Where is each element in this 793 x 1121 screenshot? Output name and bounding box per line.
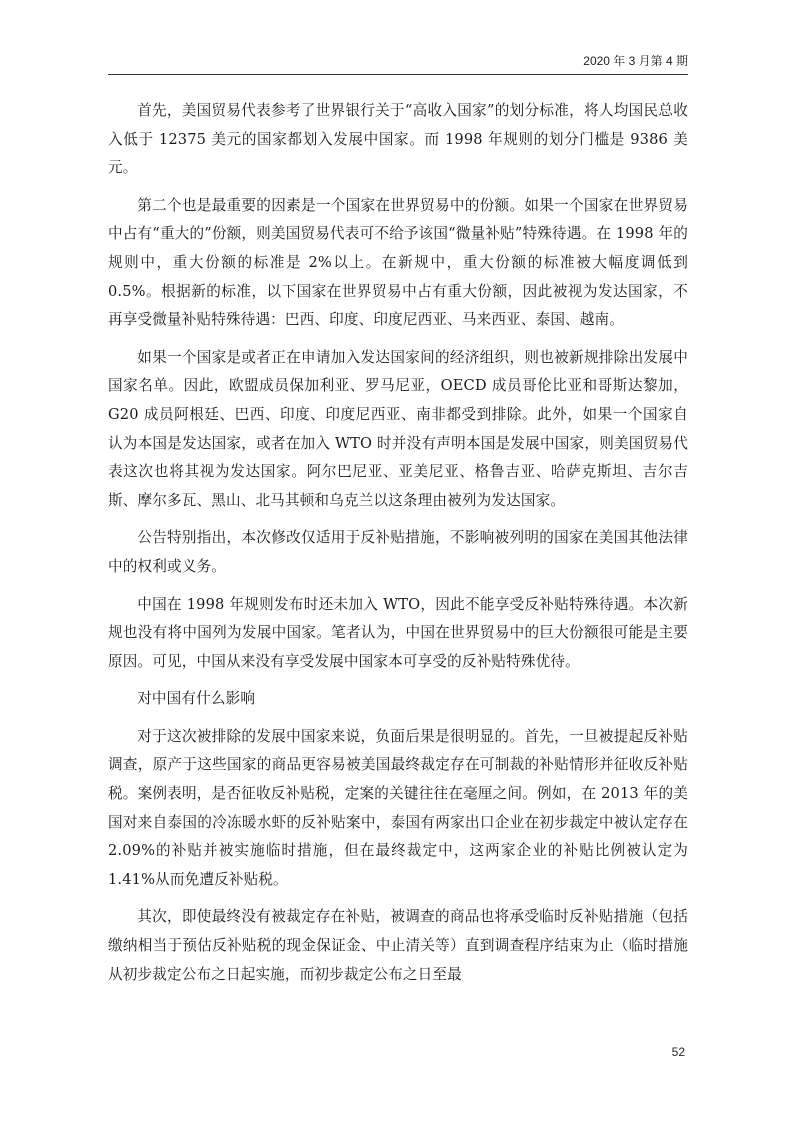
paragraph-scope: 公告特别指出，本次修改仅适用于反补贴措施，不影响被列明的国家在美国其他法律中的权利或义务。 bbox=[108, 529, 688, 575]
paragraph-threshold: 首先，美国贸易代表参考了世界银行关于“高收入国家”的划分标准，将人均国民总收入低于 12375 美元的国家都划入发展中国家。而 1998 年规则的划分门槛是 9386 美元。 bbox=[108, 102, 688, 177]
paragraph-impact: 对于这次被排除的发展中国家来说，负面后果是很明显的。首先，一旦被提起反补贴调查，原产于这些国家的商品更容易被美国最终裁定存在可制裁的补贴情形并征收反补贴税。案例表明，是否征收反补贴税，定案的关键往往在毫厘之间。例如，在 2013 年的美国对来自泰国的冷冻暖水虾的反补贴案中，泰国有两家出口企业在初步裁定中被认定存在 2.09%的补贴并被实施临时措施，但在最终裁定中，这两家企业的补贴比例被认定为 1.41%从而免遭反补贴税。 bbox=[108, 727, 688, 888]
paragraph-provisional-measures: 其次，即使最终没有被裁定存在补贴，被调查的商品也将承受临时反补贴措施（包括缴纳相当于预估反补贴税的现金保证金、中止清关等）直到调查程序结束为止（临时措施从初步裁定公布之日起实施，而初步裁定公布之日至最 bbox=[108, 908, 688, 983]
section-heading: 对中国有什么影响 bbox=[137, 690, 256, 708]
paragraph-trade-share: 第二个也是最重要的因素是一个国家在世界贸易中的份额。如果一个国家在世界贸易中占有“重大的”份额，则美国贸易代表可不给予该国“微量补贴”特殊待遇。在 1998 年的规则中，重大份额的标准是 2%以上。在新规中，重大份额的标准被大幅度调低到 0.5%。根据新的标准，以下国家在世界贸易中占有重大份额，因此被视为发达国家，不再享受微量补贴特殊待遇：巴西、印度、印度尼西亚、马来西亚、泰国、越南。 bbox=[108, 196, 688, 329]
article-body bbox=[108, 97, 688, 998]
paragraph-organizations: 如果一个国家是或者正在申请加入发达国家间的经济组织，则也被新规排除出发展中国家名单。因此，欧盟成员保加利亚、罗马尼亚，OECD 成员哥伦比亚和哥斯达黎加，G20 成员阿根廷、巴西、印度、印度尼西亚、南非都受到排除。此外，如果一个国家自认为本国是发达国家，或者在加入 WTO 时并没有声明本国是发展中国家，则美国贸易代表这次也将其视为发达国家。阿尔巴尼亚、亚美尼亚、格鲁吉亚、哈萨克斯坦、吉尔吉斯、摩尔多瓦、黑山、北马其顿和乌克兰以这条理由被列为发达国家。 bbox=[108, 348, 688, 509]
page-number: 52 bbox=[671, 1045, 685, 1059]
issue-label: 2020 年 3 月第 4 期 bbox=[583, 54, 688, 68]
page-header bbox=[108, 48, 688, 75]
paragraph-china: 中国在 1998 年规则发布时还未加入 WTO，因此不能享受反补贴特殊待遇。本次新规也没有将中国列为发展中国家。笔者认为，中国在世界贸易中的巨大份额很可能是主要原因。可见，中国从来没有享受发展中国家本可享受的反补贴特殊优待。 bbox=[108, 595, 688, 670]
